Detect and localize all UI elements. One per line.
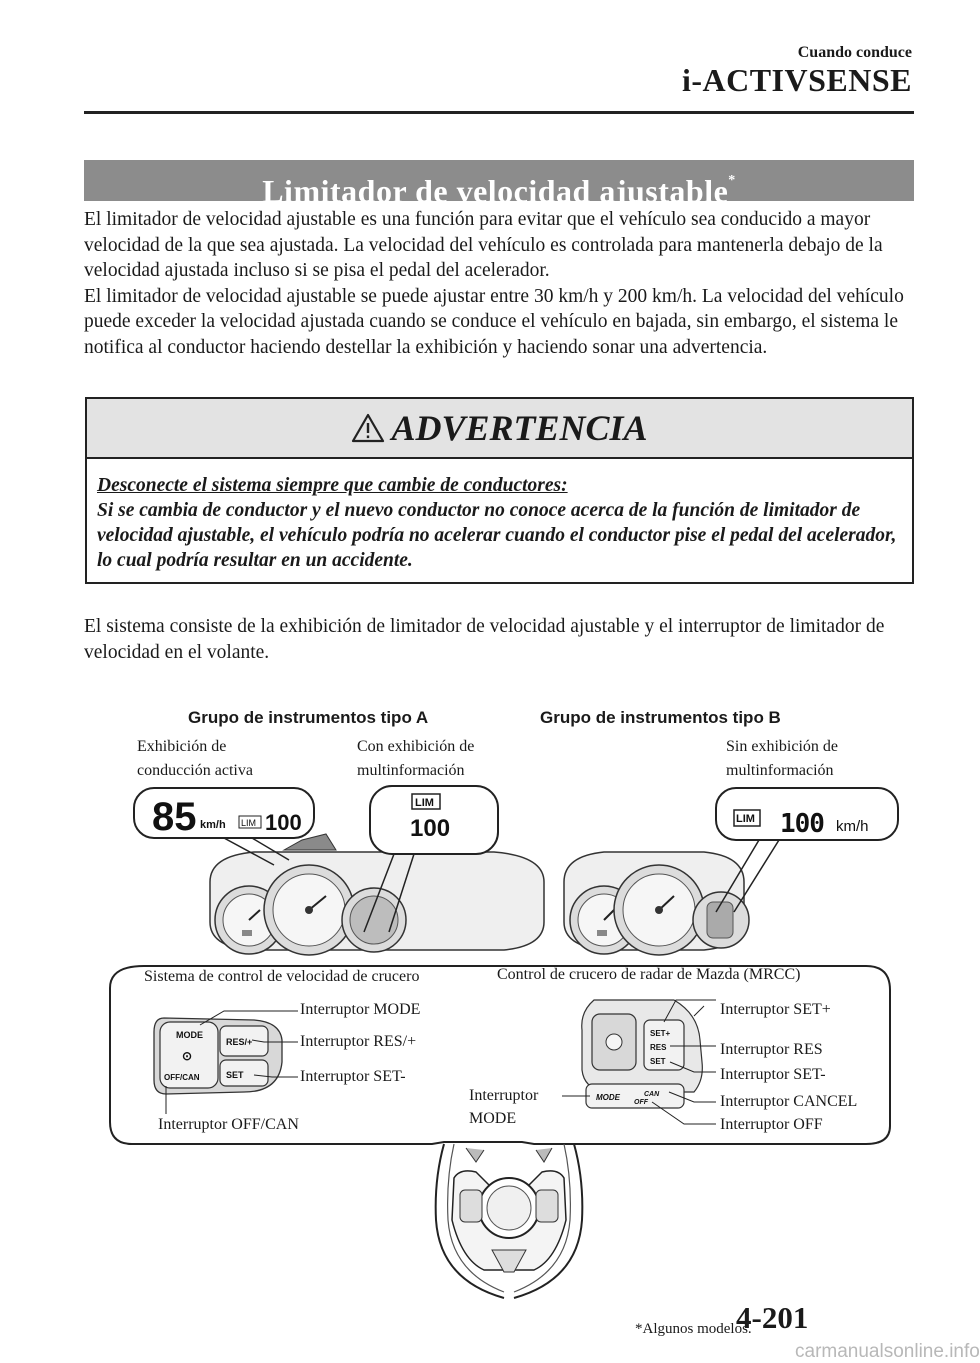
instrument-diagram (104, 700, 894, 1300)
hud-lim: LIM (241, 818, 257, 828)
type-a-heading: Grupo de instrumentos tipo A (188, 708, 429, 727)
hud-limit: 100 (265, 810, 302, 835)
watermark: carmanualsonline.info (795, 1341, 980, 1362)
cluster-a-icon (210, 834, 544, 955)
mode-b-switch-label-1: Interruptor (469, 1087, 539, 1104)
no-multi-display-label-2: multinformación (726, 762, 834, 779)
set-plus-switch-label: Interruptor SET+ (720, 1001, 831, 1018)
title-footnote-mark: * (728, 173, 736, 188)
page-title (84, 160, 914, 209)
svg-text:⊙: ⊙ (182, 1049, 193, 1063)
active-display-label-1: Exhibición de (137, 738, 227, 755)
btn-offcan-label: OFF/CAN (164, 1073, 200, 1082)
res-switch-label: Interruptor RES (720, 1041, 823, 1058)
intro-paragraph-1: El limitador de velocidad ajustable es una función para evitar que el vehículo sea conducido a mayor velocidad de la que sea ajustada. La velocidad del vehículo es controlada para mantenerla debajo de la velocidad ajustada incluso si se pisa el pedal del acelerador. (84, 209, 883, 281)
footnote: *Algunos modelos. (635, 1321, 752, 1337)
set-minus-switch-label: Interruptor SET- (300, 1068, 406, 1085)
system-paragraph: El sistema consiste de la exhibición de limitador de velocidad ajustable y el interruptor de limitador de velocidad en el volante. (84, 616, 885, 663)
btn-setplus-label: SET+ (650, 1029, 671, 1038)
warning-heading: ADVERTENCIA (391, 408, 648, 448)
multi-display-label-1: Con exhibición de (357, 738, 475, 755)
off-switch-label: Interruptor OFF (720, 1116, 823, 1133)
multi-display-label-2: multinformación (357, 762, 465, 779)
warning-subtitle: Desconecte el sistema siempre que cambie de conductores: (97, 475, 568, 496)
display-b-unit: km/h (836, 818, 869, 835)
intro-text (84, 207, 918, 360)
no-multi-display-label-1: Sin exhibición de (726, 738, 838, 755)
btn-res-b-label: RES (650, 1043, 667, 1052)
active-display-label-2: conducción activa (137, 762, 253, 779)
chapter-header: i-ACTIVSENSE (681, 62, 912, 98)
hud-speed-unit: km/h (200, 819, 226, 831)
display-b-limit: 100 (780, 809, 824, 839)
mode-b-switch-label-2: MODE (469, 1110, 517, 1127)
mrcc-label: Control de crucero de radar de Mazda (MRCC) (497, 966, 801, 983)
warning-body (97, 473, 902, 573)
warning-box (85, 397, 914, 584)
hud-speed: 85 (152, 795, 197, 839)
warning-triangle-icon (351, 413, 385, 443)
warning-text: Si se cambia de conductor y el nuevo conductor no conoce acerca de la función de limitador de velocidad ajustable, el vehículo podría no acelerar cuando el conductor pise el pedal del acelerador, lo cual podría resultar en un accidente. (97, 500, 897, 571)
set-minus-b-switch-label: Interruptor SET- (720, 1066, 826, 1083)
page-title-text: Limitador de velocidad ajustable (262, 173, 729, 209)
multi-limit: 100 (410, 815, 451, 842)
cancel-switch-label: Interruptor CANCEL (720, 1093, 858, 1110)
cruise-system-label: Sistema de control de velocidad de crucero (144, 968, 420, 985)
header-divider (84, 111, 914, 114)
offcan-switch-label: Interruptor OFF/CAN (158, 1116, 299, 1133)
steering-wheel-icon (436, 1144, 583, 1298)
system-text (84, 614, 918, 665)
mode-switch-label: Interruptor MODE (300, 1001, 421, 1018)
btn-mode-b-label: MODE (596, 1093, 620, 1102)
btn-off-label: OFF (634, 1099, 648, 1106)
multi-lim: LIM (415, 797, 434, 809)
type-b-heading: Grupo de instrumentos tipo B (540, 708, 781, 727)
btn-cancel-label: CAN (644, 1091, 660, 1098)
section-header: Cuando conduce (797, 44, 912, 61)
btn-set-label: SET (226, 1070, 244, 1080)
intro-paragraph-2: El limitador de velocidad ajustable se puede ajustar entre 30 km/h y 200 km/h. La velocidad del vehículo puede exceder la velocidad ajustada cuando se conduce el vehículo en bajada, sin embargo, el sistema le notifica al conductor haciendo destellar la exhibición y haciendo sonar una advertencia. (84, 285, 904, 358)
res-plus-switch-label: Interruptor RES/+ (300, 1033, 417, 1050)
btn-res-label: RES/+ (226, 1037, 253, 1047)
page-number: 4-201 (736, 1300, 809, 1335)
btn-set-b-label: SET (650, 1057, 666, 1066)
warning-header (87, 399, 912, 459)
btn-mode-label: MODE (176, 1030, 203, 1040)
display-b-lim: LIM (736, 813, 755, 825)
